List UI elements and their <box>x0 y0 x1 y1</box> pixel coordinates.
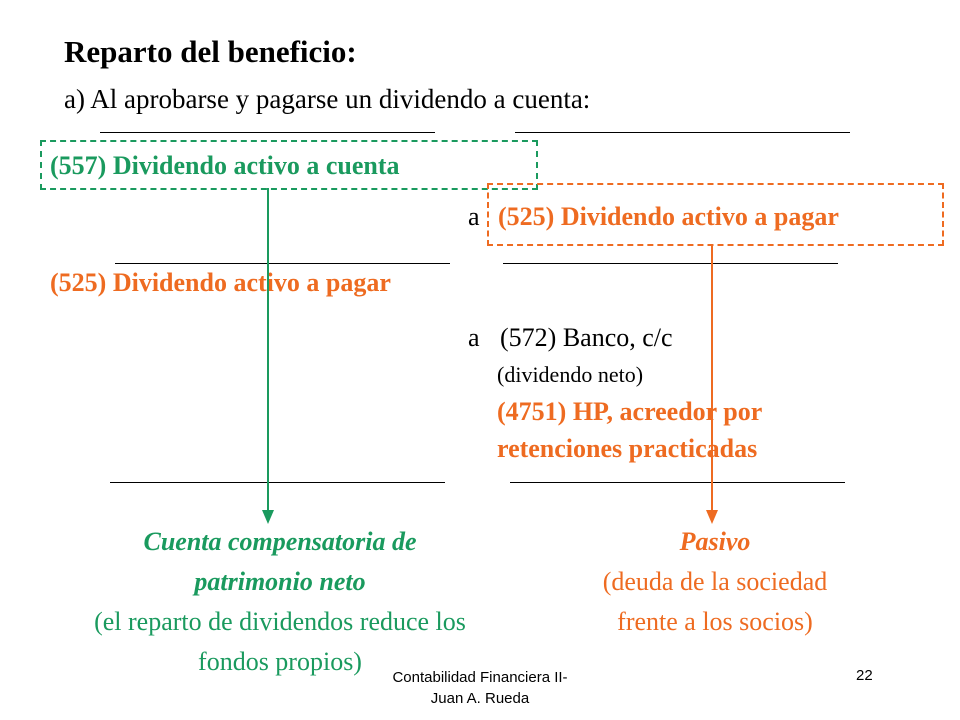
footer-line2: Juan A. Rueda <box>430 690 530 707</box>
note-right-desc-line2: frente a los socios) <box>617 607 813 636</box>
entry1-debit-account: (557) Dividendo activo a cuenta <box>50 151 400 180</box>
footer-line1: Contabilidad Financiera II- <box>392 669 568 686</box>
entry2-credit-account-hp-line1: (4751) HP, acreedor por <box>497 397 763 426</box>
note-pasivo <box>560 522 870 642</box>
entry2-credit-prefix: a <box>468 323 480 352</box>
note-right-desc-line1: (deuda de la sociedad <box>602 567 828 596</box>
note-patrimonio-neto <box>30 522 530 682</box>
note-right-title: Pasivo <box>679 527 751 556</box>
entry1-credit-prefix: a <box>468 202 480 231</box>
note-left-desc-line1: (el reparto de dividendos reduce los <box>94 607 466 636</box>
entry2-credit-account-hp-line2: retenciones practicadas <box>497 434 758 463</box>
note-left-title-line1: Cuenta compensatoria de <box>143 527 417 556</box>
note-left-desc-line2: fondos propios) <box>198 647 362 676</box>
entry2-credit-note: (dividendo neto) <box>497 362 644 387</box>
slide-subtitle: a) Al aprobarse y pagarse un dividendo a cuenta: <box>64 84 591 114</box>
entry2-credit-account-banco: (572) Banco, c/c <box>500 323 673 352</box>
entry1-credit-account: (525) Dividendo activo a pagar <box>498 202 839 231</box>
entry2-debit-account: (525) Dividendo activo a pagar <box>50 268 391 297</box>
slide-footer <box>370 667 590 709</box>
note-left-title-line2: patrimonio neto <box>194 567 366 596</box>
slide-number: 22 <box>856 667 873 684</box>
slide-title: Reparto del beneficio: <box>64 34 357 69</box>
